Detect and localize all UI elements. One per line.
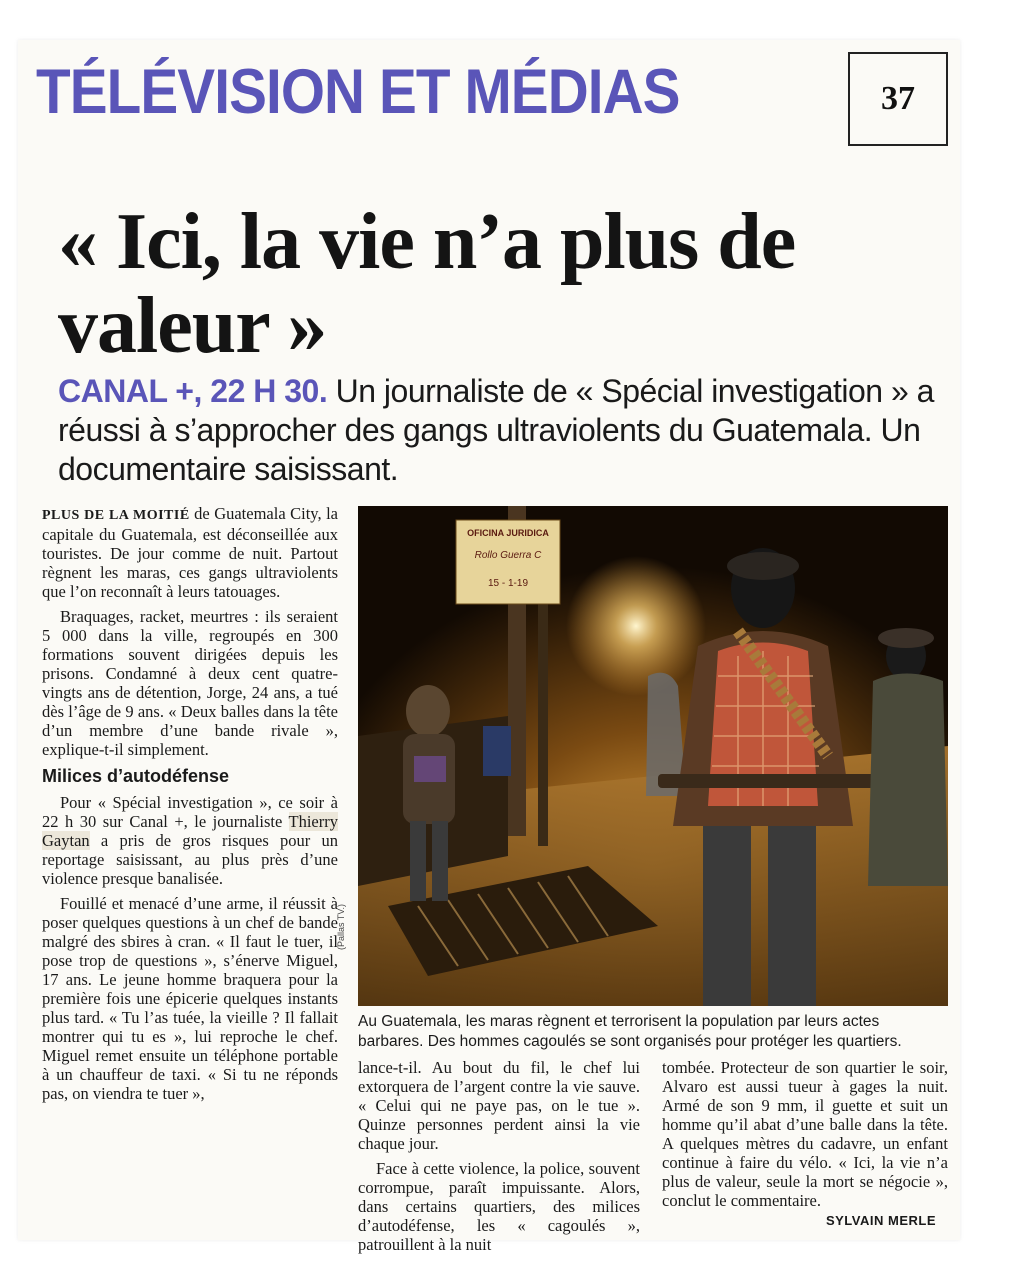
photo-caption: Au Guatemala, les maras règnent et terrorisent la population par leurs actes barbares. Des hommes cagoulés se sont organisés pour protéger les quartiers. — [358, 1013, 902, 1050]
page-number: 37 — [881, 80, 915, 117]
sign-line-1: OFICINA JURIDICA — [467, 528, 549, 538]
article-column-2 — [358, 1058, 640, 1260]
sign-line-2: Rollo Guerra C — [474, 550, 542, 561]
article-paragraph-1: PLUS DE LA MOITIÉ de Guatemala City, la capitale du Guatemala, est déconseillée aux touristes. De jour comme de nuit. Partout règnent les maras, ces gangs ultraviolents que l’on reconnaît à leurs tatouages. — [42, 504, 338, 601]
article-column-3 — [662, 1058, 948, 1216]
standfirst-kicker: CANAL +, 22 H 30. — [58, 373, 328, 409]
standfirst-text: Un journaliste de « Spécial investigation » a réussi à s’approcher des gangs ultraviolents du Guatemala. Un documentaire saisissant. — [58, 373, 934, 487]
photo-credit: (Pallas TV.) — [336, 903, 346, 950]
headline: « Ici, la vie n’a plus de valeur » — [58, 198, 796, 370]
standfirst — [58, 372, 938, 489]
journalist-name: Thierry Gaytan — [42, 812, 338, 850]
sign-line-3: 15 - 1-19 — [487, 578, 529, 589]
article-paragraph-4: Fouillé et menacé d’une arme, il réussit à poser quelques questions à un chef de bande malgré des sbires à cran. « Il faut le tuer, il pose trop de questions », s’énerve Miguel, 17 ans. Le jeune homme braquera pour la première fois une épicerie quelques instants plus tard. « Tu l’as tuée, la vieille ? Il fallait montrer qui tu es », lui reproche le chef. Miguel remet ensuite un téléphone portable à un chauffeur de taxi. « Si tu ne réponds pas, on viendra te tuer », — [42, 894, 338, 1103]
section-title: TÉLÉVISION ET MÉDIAS — [36, 57, 680, 127]
militia-photo-illustration — [358, 506, 948, 1006]
article-paragraph-6: Face à cette violence, la police, souvent corrompue, paraît impuissante. Alors, dans certains quartiers, des milices d’autodéfense, les « cagoulés », patrouillent à la nuit — [358, 1159, 640, 1254]
article-photo — [358, 506, 948, 1006]
lead-in: PLUS DE LA MOITIÉ — [42, 508, 190, 523]
page-number-box — [848, 52, 948, 146]
article-paragraph-3: Pour « Spécial investigation », ce soir à 22 h 30 sur Canal +, le journaliste Thierry Gaytan a pris de gros risques pour un reportage saisissant, au plus près d’une violence presque banalisée. — [42, 793, 338, 888]
article-paragraph-5: lance-t-il. Au bout du fil, le chef lui extorquera de l’argent contre la vie sauve. « Celui qui ne paye pas, on le tue ». Quinze personnes perdent ainsi la vie chaque jour. — [358, 1058, 640, 1153]
article-paragraph-2: Braquages, racket, meurtres : ils seraient 5 000 dans la ville, regroupés en 300 formations souvent dirigées depuis les prisons. Condamné à deux cent quatre-vingts ans de détention, Jorge, 24 ans, a tué dès l’âge de 9 ans. « Deux balles dans la tête d’un membre d’une bande rivale », explique-t-il simplement. — [42, 607, 338, 759]
article-column-1 — [42, 504, 338, 1109]
article-paragraph-7: tombée. Protecteur de son quartier le soir, Alvaro est aussi tueur à gages la nuit. Armé de son 9 mm, il guette et suit un homme qu’il abat d’une balle dans la tête. A quelques mètres du cadavre, un enfant continue à faire du vélo. « Ici, la vie n’a plus de valeur, seule la mort se négocie », conclut le commentaire. — [662, 1058, 948, 1210]
newspaper-page — [18, 40, 960, 1254]
article-subhead: Milices d’autodéfense — [42, 766, 230, 786]
byline: SYLVAIN MERLE — [825, 1213, 936, 1228]
